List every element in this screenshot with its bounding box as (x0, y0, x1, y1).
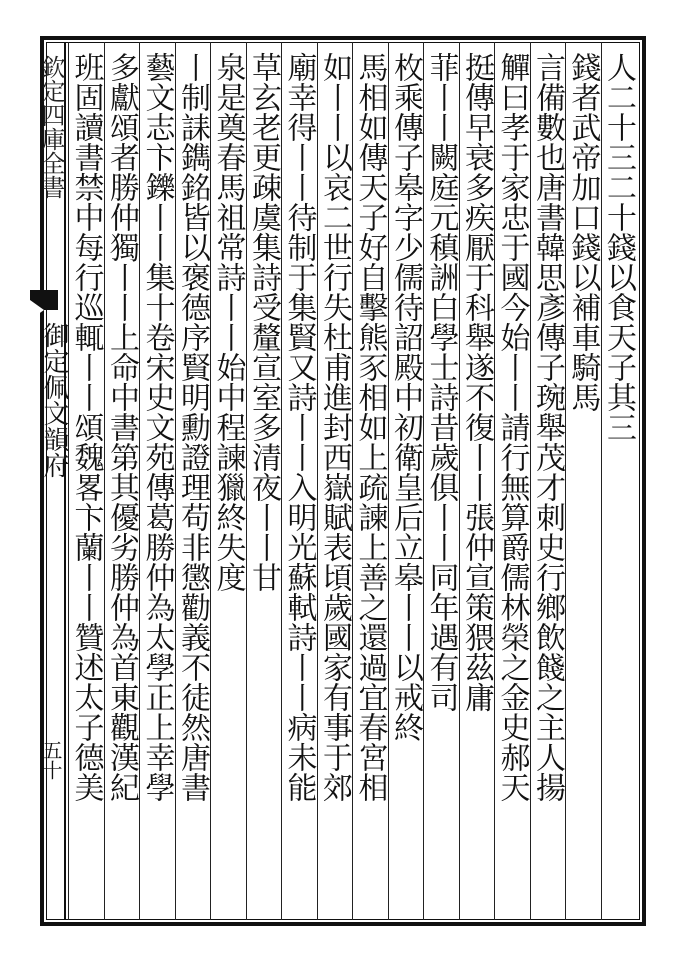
text-column: 多獻頌者勝仲獨丨丨上命中書第其優劣勝仲為首東觀漢紀 (104, 52, 139, 802)
text-column: 菲丨丨闕庭元稹詶白學士詩昔歲俱丨丨同年遇有司 (423, 52, 459, 712)
column-rule (565, 42, 566, 920)
column-rule (68, 42, 69, 920)
column-rule (352, 42, 353, 920)
text-column: 如丨丨以哀二世行失杜甫進封西嶽賦表頃歲國家有事于郊 (317, 52, 352, 802)
text-column: 班固讀書禁中每行巡輒丨丨頌魏畧卞蘭丨丨贊述太子德美 (68, 52, 104, 802)
column-rule (281, 42, 282, 920)
text-column: 觶曰孝于家忠于國今始丨丨請行無算爵儒林榮之金史郝天 (494, 52, 530, 802)
column-rule (494, 42, 495, 920)
text-column: 挺傳早衰多疾厭于科舉遂不復丨丨張仲宣策猥茲庸 (459, 52, 494, 712)
text-column: 馬相如傳天子好自擊熊豕相如上疏諫上善之還過宜春宮相 (352, 52, 388, 802)
text-column: 藝文志卞鑠丨丨集十卷宋史文苑傳葛勝仲為太學正上幸學 (139, 52, 175, 802)
text-column: 枚乘傳子皋字少儒待詔殿中初衛皇后立皋丨丨以戒終 (388, 52, 423, 742)
text-column: 人二十三二十錢以食天子其三 (601, 52, 636, 442)
text-column: 泉是奠春馬祖常詩丨丨始中程諫獵終失度 (210, 52, 246, 592)
text-column: 丨制誄鐫銘皆以褒德序賢明勳證理苟非懲勸義不徒然唐書 (175, 52, 210, 802)
column-rule (139, 42, 140, 920)
text-column: 廟幸得丨丨待制于集賢又詩丨丨入明光蘇軾詩丨丨病未能 (281, 52, 317, 802)
text-column: 草玄老更疎虞集詩受釐宣室多清夜丨丨甘 (246, 52, 281, 592)
margin-header-title: 欽定四庫全書 (37, 55, 65, 199)
page-number: 五十 (39, 740, 63, 780)
margin-book-title: 御定佩文韻府 (39, 322, 69, 478)
fish-tail-notch-icon (30, 300, 44, 320)
column-rule (210, 42, 211, 920)
column-rule (423, 42, 424, 920)
text-column: 錢者武帝加口錢以補車騎馬 (565, 52, 601, 412)
text-column: 言備數也唐書韓思彥傳子琬舉茂才刺史行鄉飲餞之主人揚 (530, 52, 565, 802)
